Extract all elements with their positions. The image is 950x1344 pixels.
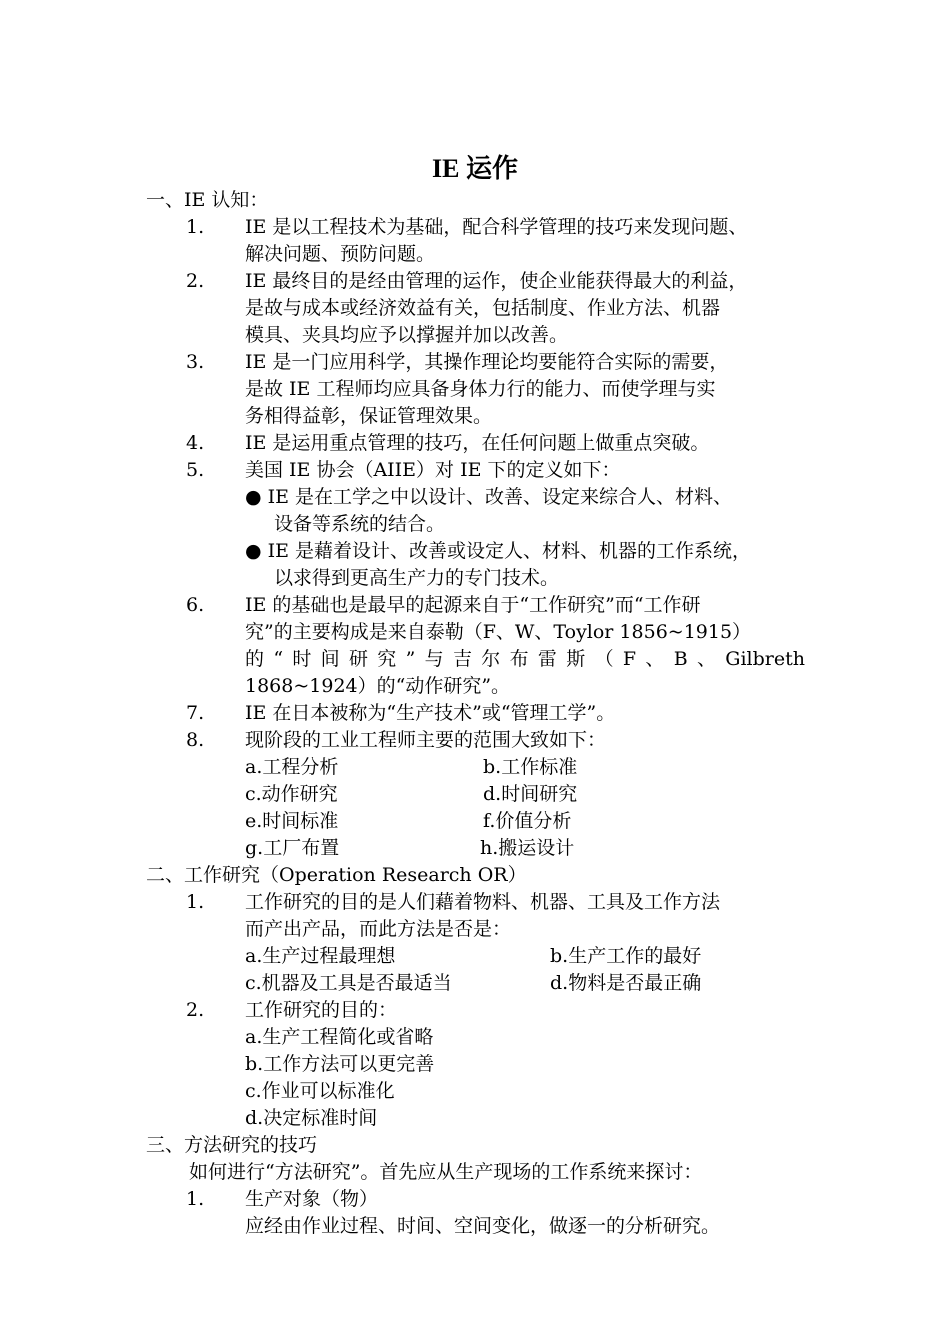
list-number: 3. xyxy=(186,351,205,373)
list-number: 6. xyxy=(186,594,205,616)
list-number: 2. xyxy=(186,270,205,292)
document-title: IE 运作 xyxy=(432,154,518,183)
bullet-line: ● IE 是在工学之中以设计、改善、设定来综合人、材料、 xyxy=(245,486,733,508)
list-item-line: 是故与成本或经济效益有关，包括制度、作业方法、机器 xyxy=(245,297,721,319)
list-number: 1. xyxy=(186,1188,205,1210)
list-item-line: 美国 IE 协会（AIIE）对 IE 下的定义如下： xyxy=(245,459,621,481)
bullet-line: ● IE 是藉着设计、改善或设定人、材料、机器的工作系统， xyxy=(245,540,752,562)
list-item-line: 的“时间研究”与吉尔布雷斯（F、B、Gilbreth xyxy=(245,648,805,670)
scope-item: d.时间研究 xyxy=(483,783,578,805)
list-item-line: 模具、夹具均应予以撑握并加以改善。 xyxy=(245,324,569,346)
list-item-line: 而产出产品，而此方法是否是： xyxy=(245,918,512,940)
list-number: 1. xyxy=(186,216,205,238)
list-item-line: 是故 IE 工程师均应具备身体力行的能力、而使学理与实 xyxy=(245,378,716,400)
list-item-line: 工作研究的目的是人们藉着物料、机器、工具及工作方法 xyxy=(245,891,721,913)
list-item-line: IE 的基础也是最早的起源来自于“工作研究”而“工作研 xyxy=(245,594,701,616)
scope-item: h.搬运设计 xyxy=(480,837,575,859)
list-item-line: IE 最终目的是经由管理的运作，使企业能获得最大的利益， xyxy=(245,270,748,292)
scope-item: f.价值分析 xyxy=(483,810,572,832)
purpose-item: b.工作方法可以更完善 xyxy=(245,1053,435,1075)
option-item: d.物料是否最正确 xyxy=(550,972,702,994)
list-item-line: 解决问题、预防问题。 xyxy=(245,243,436,265)
list-item-line: IE 在日本被称为“生产技术”或“管理工学”。 xyxy=(245,702,616,724)
scope-item: b.工作标准 xyxy=(483,756,578,778)
list-number: 8. xyxy=(186,729,205,751)
scope-item: c.动作研究 xyxy=(245,783,338,805)
option-item: b.生产工作的最好 xyxy=(550,945,702,967)
section-heading: 三、方法研究的技巧 xyxy=(146,1134,318,1156)
list-item-line: 现阶段的工业工程师主要的范围大致如下： xyxy=(245,729,607,751)
option-item: c.机器及工具是否最适当 xyxy=(245,972,452,994)
list-number: 4. xyxy=(186,432,205,454)
list-item-line: 究”的主要构成是来自泰勒（F、W、Toylor 1856~1915） xyxy=(245,621,752,643)
list-item-line: IE 是一门应用科学，其操作理论均要能符合实际的需要， xyxy=(245,351,729,373)
bullet-line: 设备等系统的结合。 xyxy=(274,513,446,535)
scope-item: g.工厂布置 xyxy=(245,837,340,859)
list-item-line: 工作研究的目的： xyxy=(245,999,398,1021)
section-heading: 二、工作研究（Operation Research OR） xyxy=(146,864,527,886)
purpose-item: a.生产工程简化或省略 xyxy=(245,1026,434,1048)
list-item-line: IE 是运用重点管理的技巧，在任何问题上做重点突破。 xyxy=(245,432,710,454)
scope-item: a.工程分析 xyxy=(245,756,339,778)
section-intro: 如何进行“方法研究”。首先应从生产现场的工作系统来探讨： xyxy=(189,1161,703,1183)
bullet-line: 以求得到更高生产力的专门技术。 xyxy=(274,567,560,589)
list-number: 5. xyxy=(186,459,205,481)
list-number: 7. xyxy=(186,702,205,724)
list-item-line: 务相得益彰，保证管理效果。 xyxy=(245,405,493,427)
purpose-item: c.作业可以标准化 xyxy=(245,1080,395,1102)
section-heading: 一、IE 认知： xyxy=(146,189,269,211)
list-item-line: 1868~1924）的“动作研究”。 xyxy=(245,675,511,697)
list-item-line: IE 是以工程技术为基础，配合科学管理的技巧来发现问题、 xyxy=(245,216,748,238)
scope-item: e.时间标准 xyxy=(245,810,339,832)
list-item-line: 生产对象（物） xyxy=(245,1188,379,1210)
purpose-item: d.决定标准时间 xyxy=(245,1107,378,1129)
list-item-line: 应经由作业过程、时间、空间变化，做逐一的分析研究。 xyxy=(245,1215,721,1237)
list-number: 1. xyxy=(186,891,205,913)
option-item: a.生产过程最理想 xyxy=(245,945,396,967)
list-number: 2. xyxy=(186,999,205,1021)
